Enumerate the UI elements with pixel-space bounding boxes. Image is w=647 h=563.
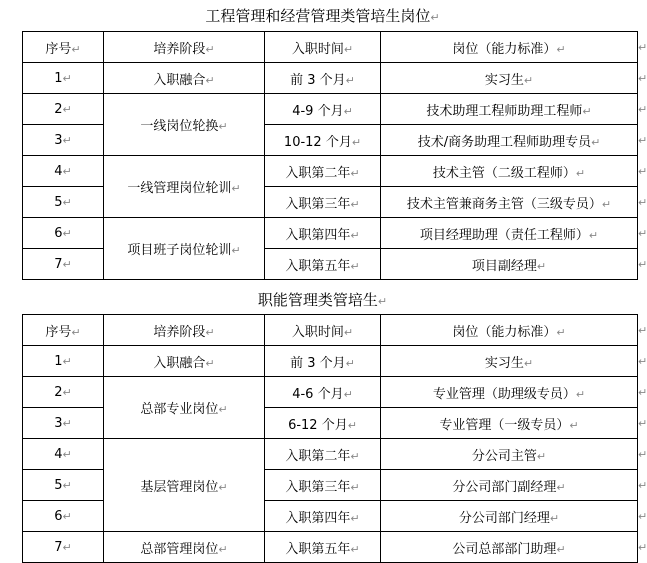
cell-stage: 基层管理岗位↵ <box>104 439 265 532</box>
table1-header-row <box>23 32 643 63</box>
header-no: 序号↵ <box>23 315 104 346</box>
row-end-mark: ↵ <box>638 125 643 156</box>
table-row <box>23 532 643 563</box>
cell-position: 项目经理助理（责任工程师）↵ <box>381 218 638 249</box>
cell-no: 5↵ <box>23 187 104 218</box>
cell-stage: 一线管理岗位轮训↵ <box>104 156 265 218</box>
cell-no: 1↵ <box>23 346 104 377</box>
row-end-mark: ↵ <box>638 346 643 377</box>
cell-no: 3↵ <box>23 408 104 439</box>
row-end-mark: ↵ <box>638 94 643 125</box>
cell-position: 专业管理（助理级专员）↵ <box>381 377 638 408</box>
header-stage: 培养阶段↵ <box>104 32 265 63</box>
cell-time: 入职第三年↵ <box>265 187 381 218</box>
table-row <box>23 63 643 94</box>
cell-position: 技术主管（二级工程师）↵ <box>381 156 638 187</box>
cell-stage: 入职融合↵ <box>104 63 265 94</box>
cell-position: 分公司主管↵ <box>381 439 638 470</box>
row-end-mark: ↵ <box>638 532 643 563</box>
header-stage: 培养阶段↵ <box>104 315 265 346</box>
header-position: 岗位（能力标准）↵ <box>381 315 638 346</box>
cell-no: 4↵ <box>23 156 104 187</box>
table1 <box>22 31 647 280</box>
cell-time: 10-12 个月↵ <box>265 125 381 156</box>
cell-time: 6-12 个月↵ <box>265 408 381 439</box>
header-no: 序号↵ <box>23 32 104 63</box>
cell-time: 4-6 个月↵ <box>265 377 381 408</box>
cell-position: 专业管理（一级专员）↵ <box>381 408 638 439</box>
cell-no: 6↵ <box>23 218 104 249</box>
cell-stage: 项目班子岗位轮训↵ <box>104 218 265 280</box>
row-end-mark: ↵ <box>638 249 643 280</box>
cell-no: 4↵ <box>23 439 104 470</box>
row-end-mark: ↵ <box>638 315 643 346</box>
cell-no: 2↵ <box>23 94 104 125</box>
row-end-mark: ↵ <box>638 408 643 439</box>
row-end-mark: ↵ <box>638 156 643 187</box>
cell-time: 入职第四年↵ <box>265 218 381 249</box>
cell-position: 公司总部部门助理↵ <box>381 532 638 563</box>
cell-position: 实习生↵ <box>381 63 638 94</box>
cell-time: 入职第二年↵ <box>265 156 381 187</box>
table-row <box>23 377 643 408</box>
table-row <box>23 94 643 125</box>
cell-time: 入职第五年↵ <box>265 249 381 280</box>
cell-no: 2↵ <box>23 377 104 408</box>
cell-time: 前 3 个月↵ <box>265 346 381 377</box>
cell-position: 项目副经理↵ <box>381 249 638 280</box>
table-row <box>23 439 643 470</box>
table2-title: 职能管理类管培生↵ <box>257 291 388 309</box>
cell-time: 前 3 个月↵ <box>265 63 381 94</box>
row-end-mark: ↵ <box>638 187 643 218</box>
row-end-mark: ↵ <box>638 63 643 94</box>
cell-position: 实习生↵ <box>381 346 638 377</box>
cell-no: 7↵ <box>23 532 104 563</box>
table2-header-row <box>23 315 643 346</box>
cell-no: 7↵ <box>23 249 104 280</box>
row-end-mark: ↵ <box>638 32 643 63</box>
cell-time: 入职第二年↵ <box>265 439 381 470</box>
cell-position: 分公司部门经理↵ <box>381 501 638 532</box>
cell-no: 6↵ <box>23 501 104 532</box>
row-end-mark: ↵ <box>638 218 643 249</box>
cell-time: 入职第三年↵ <box>265 470 381 501</box>
cell-time: 入职第五年↵ <box>265 532 381 563</box>
row-end-mark: ↵ <box>638 501 643 532</box>
cell-stage: 总部专业岗位↵ <box>104 377 265 439</box>
header-time: 入职时间↵ <box>265 32 381 63</box>
cell-time: 入职第四年↵ <box>265 501 381 532</box>
cell-time: 4-9 个月↵ <box>265 94 381 125</box>
cell-position: 分公司部门副经理↵ <box>381 470 638 501</box>
cell-no: 5↵ <box>23 470 104 501</box>
row-end-mark: ↵ <box>638 377 643 408</box>
header-position: 岗位（能力标准）↵ <box>381 32 638 63</box>
table-row <box>23 218 643 249</box>
header-time: 入职时间↵ <box>265 315 381 346</box>
cell-no: 1↵ <box>23 63 104 94</box>
cell-stage: 入职融合↵ <box>104 346 265 377</box>
cell-position: 技术助理工程师助理工程师↵ <box>381 94 638 125</box>
cell-no: 3↵ <box>23 125 104 156</box>
table1-title: 工程管理和经营管理类管培生岗位↵ <box>205 7 440 25</box>
row-end-mark: ↵ <box>638 439 643 470</box>
row-end-mark: ↵ <box>638 470 643 501</box>
table-row <box>23 346 643 377</box>
table-row <box>23 156 643 187</box>
cell-stage: 总部管理岗位↵ <box>104 532 265 563</box>
cell-position: 技术主管兼商务主管（三级专员）↵ <box>381 187 638 218</box>
cell-stage: 一线岗位轮换↵ <box>104 94 265 156</box>
table2 <box>22 314 647 563</box>
cell-position: 技术/商务助理工程师助理专员↵ <box>381 125 638 156</box>
